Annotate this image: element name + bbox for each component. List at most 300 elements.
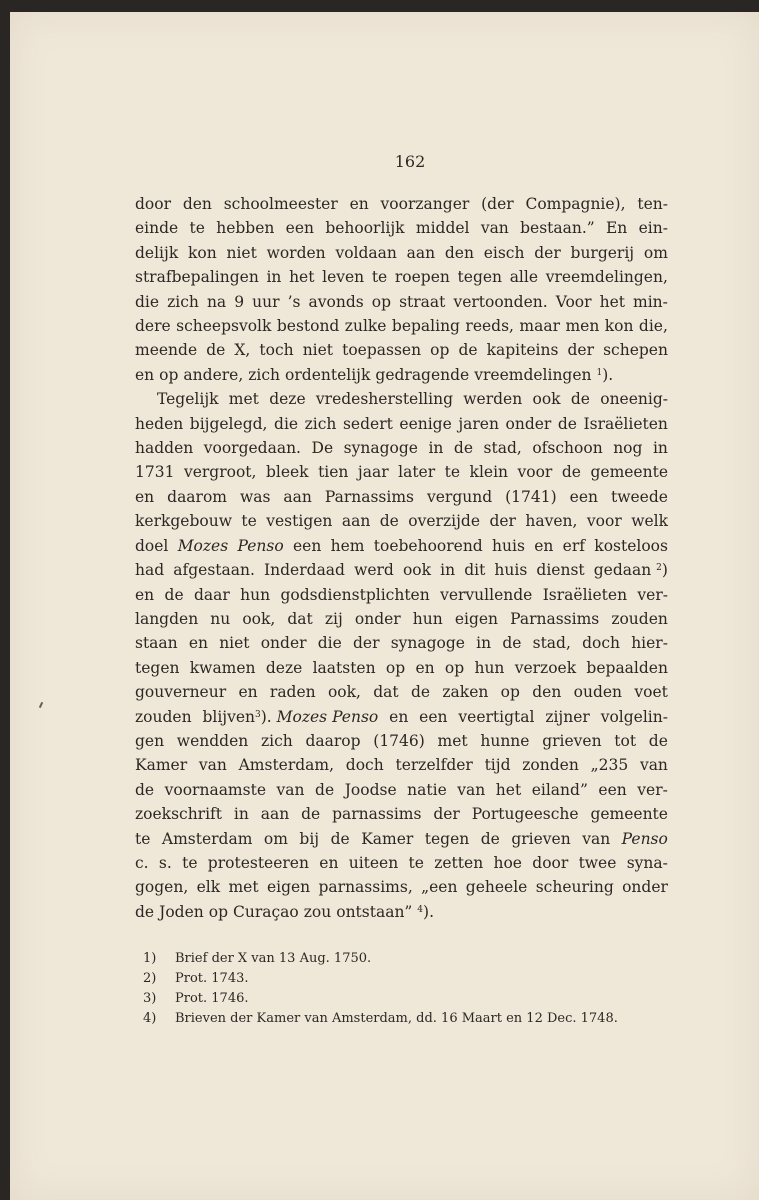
footnote-text: Brieven der Kamer van Amsterdam, dd. 16 Maart en 12 Dec. 1748. <box>175 1011 618 1026</box>
word: gedaan <box>593 561 652 580</box>
word: te <box>182 853 198 872</box>
name-italic: Penso <box>237 536 284 555</box>
word: bestaan.” <box>520 219 595 238</box>
word: gemeente <box>590 463 668 482</box>
word: grieven <box>511 829 571 848</box>
word: raden <box>269 683 316 702</box>
word: reeds, <box>465 317 514 336</box>
word: zetten <box>434 853 484 872</box>
text-line <box>135 656 668 680</box>
word: voorzanger <box>380 195 470 213</box>
word: schoolmeester <box>223 195 338 213</box>
word: Kamer <box>135 756 188 775</box>
word: voor <box>517 463 553 482</box>
word: bijgelegd, <box>189 414 268 433</box>
word: in <box>476 634 492 653</box>
word: ein- <box>638 219 668 238</box>
word: later <box>398 463 436 482</box>
word: Joden <box>159 902 204 921</box>
word: wendden <box>176 731 249 750</box>
word: heden <box>135 414 184 433</box>
word: de <box>570 390 590 409</box>
word: zich <box>260 731 293 750</box>
word: dat <box>287 609 313 628</box>
footnote-text: Prot. 1743. <box>175 971 249 986</box>
word: kosteloos <box>594 536 668 555</box>
word: dat <box>373 683 399 702</box>
word: ook <box>532 390 561 409</box>
word: deze <box>269 390 306 409</box>
word: hun <box>240 585 271 604</box>
word: dit <box>464 561 486 580</box>
word: X, <box>234 341 251 360</box>
word: te <box>241 512 257 531</box>
word: en <box>415 658 435 677</box>
word: met <box>228 878 259 897</box>
word: van <box>582 829 611 848</box>
text-line <box>135 875 668 899</box>
word: synagoge <box>343 439 418 458</box>
word: strafbepalingen <box>135 268 259 287</box>
word: zich <box>248 365 281 384</box>
footnote-ref: 3 <box>255 709 261 720</box>
word: ver- <box>637 585 668 604</box>
word: toepassen <box>342 341 422 360</box>
word: synagoge <box>390 634 465 653</box>
word: zich <box>304 414 337 433</box>
word: door <box>135 195 171 213</box>
word: geheele <box>465 878 528 897</box>
word: en <box>349 195 369 213</box>
word: in <box>428 439 444 458</box>
word: vertoonden. <box>453 292 548 311</box>
footnote <box>143 949 683 969</box>
word: erf <box>562 536 585 555</box>
word: voor <box>586 512 622 531</box>
word: te <box>189 219 205 238</box>
word: tien <box>318 463 349 482</box>
word: toebehoorend <box>373 536 483 555</box>
word: zouden <box>135 707 192 726</box>
word: schepen <box>603 341 668 360</box>
word: zoekschrift <box>135 805 223 824</box>
footnote-ref: 2 <box>656 563 662 574</box>
text-line <box>135 680 668 704</box>
word: en <box>389 707 409 726</box>
footnote <box>143 989 683 1009</box>
word: onder <box>505 414 552 433</box>
word: gemeente <box>590 805 668 824</box>
word: De <box>311 439 334 458</box>
word: de <box>480 829 500 848</box>
word: men <box>565 317 600 336</box>
word: aan <box>283 487 312 506</box>
word: oneenig- <box>600 390 668 409</box>
word: tegen <box>424 829 470 848</box>
text-line <box>135 900 668 924</box>
word: welk <box>631 512 668 531</box>
word: niet <box>226 243 257 262</box>
word: deze <box>265 658 303 677</box>
word: verzoek <box>514 658 577 677</box>
word: delijk <box>135 243 179 262</box>
word: haven, <box>525 512 578 531</box>
word: voldaan <box>335 243 397 262</box>
word: en <box>135 487 155 506</box>
text-line <box>135 265 668 289</box>
word: een <box>598 780 627 799</box>
word: meende <box>135 341 198 360</box>
word: aan <box>406 243 436 262</box>
word: een <box>285 219 315 238</box>
word: ). <box>423 902 435 921</box>
word: stad, <box>483 439 522 458</box>
word: leven <box>322 268 365 287</box>
word: op <box>208 902 228 921</box>
word: aan <box>341 512 371 531</box>
word: door <box>532 853 569 872</box>
word: scheuring <box>535 878 614 897</box>
word: protesteeren <box>207 853 309 872</box>
word: nu <box>210 609 231 628</box>
word: bleek <box>265 463 309 482</box>
text-line <box>135 216 668 240</box>
word: scheepsvolk <box>176 317 272 336</box>
footnote-mark: 4) <box>143 1011 157 1026</box>
word: van <box>457 780 486 799</box>
word: te <box>444 463 461 482</box>
word: in <box>266 268 282 287</box>
text-line <box>135 827 668 851</box>
word: worden <box>266 243 326 262</box>
word: Tegelijk <box>157 390 219 409</box>
word: andere, <box>183 365 244 384</box>
word: ). <box>260 707 277 726</box>
word: huis <box>494 561 528 580</box>
text-line <box>135 607 668 631</box>
word: grieven <box>542 731 602 750</box>
word: zich <box>167 292 199 311</box>
text-line <box>135 485 668 509</box>
word: bepaalden <box>586 658 668 677</box>
word: vreemdelingen <box>474 365 592 384</box>
word: de <box>206 341 226 360</box>
word: gouverneur <box>135 683 227 702</box>
word: gedragende <box>375 365 470 384</box>
word: ). <box>602 365 614 384</box>
word: bij <box>299 829 320 848</box>
word: zonden <box>522 756 579 775</box>
word: „een <box>421 878 458 897</box>
text-line <box>135 314 668 338</box>
word: daar <box>193 585 230 604</box>
word: overzijde <box>408 512 480 531</box>
word: het <box>599 292 625 311</box>
text-line <box>135 705 668 729</box>
word: ofschoon <box>532 439 603 458</box>
word: na <box>206 292 227 311</box>
word: Israëlieten <box>583 414 668 433</box>
word: ouden <box>573 683 623 702</box>
word: onder <box>260 634 307 653</box>
word: hadden <box>135 439 194 458</box>
word: de <box>458 341 478 360</box>
word: en <box>238 683 258 702</box>
word: tegen <box>457 268 503 287</box>
word: om <box>263 829 288 848</box>
word: huis <box>492 536 525 555</box>
text-line <box>135 558 668 582</box>
word: tegen <box>135 658 180 677</box>
text-line <box>135 534 668 558</box>
footnote-mark: 2) <box>143 971 157 986</box>
text-line <box>135 290 668 314</box>
text-line <box>135 583 668 607</box>
footnote-ref: 1 <box>596 367 603 378</box>
word: voet <box>634 683 668 702</box>
word: van <box>198 756 227 775</box>
word: onder <box>622 878 668 897</box>
footnote-ref: 4 <box>417 904 424 915</box>
word: met <box>437 731 468 750</box>
word: kon <box>187 243 217 262</box>
word: elk <box>196 878 221 897</box>
word: de <box>315 780 335 799</box>
word: Amsterdam, <box>238 756 335 775</box>
word: de <box>379 512 399 531</box>
footnote-mark: 3) <box>143 991 157 1006</box>
word: vestigen <box>266 512 333 531</box>
word: om <box>643 243 668 262</box>
word: eiland” <box>531 780 588 799</box>
word: van <box>480 219 509 238</box>
word: de <box>557 414 577 433</box>
word: sedert <box>342 414 393 433</box>
word: van <box>639 756 668 775</box>
word: ook, <box>242 609 276 628</box>
word: in <box>440 561 456 580</box>
word: c. <box>135 853 149 872</box>
word: zulke <box>344 317 387 336</box>
word: op <box>385 658 406 677</box>
word: tot <box>614 731 637 750</box>
word: maar <box>519 317 561 336</box>
name-italic: Mozes <box>276 707 328 726</box>
word: Parnassims <box>324 487 414 506</box>
word: vervullende <box>440 585 533 604</box>
word: Inderdaad <box>264 561 345 580</box>
word: den <box>182 195 212 213</box>
word: kwamen <box>189 658 256 677</box>
footnotes <box>143 949 683 1029</box>
word: de <box>648 731 668 750</box>
word: alle <box>509 268 539 287</box>
word: die <box>135 292 160 311</box>
word: ook <box>402 561 432 580</box>
word: natie <box>407 780 447 799</box>
word: bepaling <box>391 317 460 336</box>
text-line <box>135 338 668 362</box>
word: ordentelijk <box>285 365 371 384</box>
word: daarop <box>305 731 361 750</box>
footnote-text: Prot. 1746. <box>175 991 249 1006</box>
word: en <box>534 536 554 555</box>
word: daarom <box>167 487 227 506</box>
word: vredesherstelling <box>315 390 453 409</box>
word: zou <box>303 902 332 921</box>
word: de <box>330 829 350 848</box>
word: godsdienstplichten <box>280 585 430 604</box>
word: Curaçao <box>233 902 299 921</box>
footnote <box>143 1009 683 1029</box>
word: nog <box>613 439 643 458</box>
word: de <box>410 683 431 702</box>
word: met <box>228 390 259 409</box>
word: Joodse <box>344 780 397 799</box>
word: vergund <box>426 487 493 506</box>
word: op <box>371 292 392 311</box>
word: de <box>502 634 522 653</box>
word: der <box>352 634 380 653</box>
word: s. <box>158 853 172 872</box>
name-italic: Penso <box>621 829 668 848</box>
word: parnassims, <box>318 878 413 897</box>
word: op <box>500 683 520 702</box>
word: den <box>532 683 562 702</box>
word: in <box>652 439 668 458</box>
word: einde <box>135 219 179 238</box>
word: 9 <box>234 292 245 311</box>
word: der <box>567 341 595 360</box>
word: Israëlieten <box>542 585 628 604</box>
word: hem <box>330 536 365 555</box>
word: zijner <box>545 707 590 726</box>
word: en <box>135 585 155 604</box>
word: uur <box>252 292 280 311</box>
text-line <box>135 729 668 753</box>
text-line <box>135 509 668 533</box>
word: zouden <box>611 609 668 628</box>
word: syna- <box>626 853 668 872</box>
word: toch <box>259 341 294 360</box>
word: tijd <box>484 756 511 775</box>
word: een <box>419 707 448 726</box>
text-line <box>135 851 668 875</box>
word: gen <box>135 731 165 750</box>
word: uiteen <box>348 853 399 872</box>
word: hoe <box>493 853 522 872</box>
word: de <box>301 805 321 824</box>
word: der <box>534 243 561 262</box>
word: 1731 <box>135 463 175 482</box>
word: volgelin- <box>600 707 668 726</box>
ink-speck <box>39 702 43 708</box>
word: straat <box>399 292 446 311</box>
word: doel <box>135 536 169 555</box>
word: van <box>276 780 305 799</box>
word: der <box>433 805 460 824</box>
name-italic: Penso <box>332 707 379 726</box>
word: doch <box>582 634 620 653</box>
word: ) <box>661 561 668 580</box>
footnote <box>143 969 683 989</box>
word: middel <box>415 219 470 238</box>
word: ten- <box>637 195 668 213</box>
word: langden <box>135 609 199 628</box>
word: afgestaan. <box>173 561 255 580</box>
word: hier- <box>631 634 668 653</box>
word: stad, <box>532 634 571 653</box>
word: Portugeesche <box>471 805 579 824</box>
word: Compagnie), <box>525 195 626 213</box>
text-line <box>135 778 668 802</box>
word: twee <box>578 853 617 872</box>
page-number: 162 <box>394 152 426 171</box>
text-line <box>135 387 668 411</box>
word: dere <box>135 317 171 336</box>
word: gogen, <box>135 878 189 897</box>
text-line <box>135 631 668 655</box>
word: vergroot, <box>183 463 257 482</box>
word: bestond <box>276 317 340 336</box>
text-line <box>135 412 668 436</box>
body-text <box>135 192 668 924</box>
word: den <box>444 243 474 262</box>
word: te <box>371 268 388 287</box>
word: En <box>605 219 628 238</box>
word: de <box>164 585 184 604</box>
word: dienst <box>536 561 585 580</box>
word: Parnassims <box>510 609 600 628</box>
word: eigen <box>266 878 311 897</box>
word: te <box>408 853 424 872</box>
word: in <box>233 805 249 824</box>
word: Amsterdam <box>161 829 253 848</box>
word: hebben <box>216 219 275 238</box>
word: doch <box>345 756 384 775</box>
word: die <box>274 414 299 433</box>
word: onder <box>354 609 401 628</box>
word: terzelfder <box>395 756 473 775</box>
text-line <box>135 753 668 777</box>
word: staan <box>135 634 178 653</box>
word: aan <box>260 805 290 824</box>
text-line <box>135 802 668 826</box>
word: blijven <box>202 707 255 726</box>
word: min- <box>633 292 668 311</box>
word: op <box>444 658 465 677</box>
word: en <box>135 365 155 384</box>
word: op <box>430 341 450 360</box>
page <box>10 12 759 1200</box>
word: de <box>561 463 581 482</box>
word: niet <box>302 341 334 360</box>
word: roepen <box>394 268 450 287</box>
word: eisch <box>483 243 525 262</box>
word: der <box>489 512 516 531</box>
word: ontstaan” <box>336 902 413 921</box>
word: (1741) <box>505 487 557 506</box>
footnote-mark: 1) <box>143 951 157 966</box>
word: burgerij <box>570 243 635 262</box>
word: het <box>289 268 315 287</box>
word: hun <box>412 609 443 628</box>
word: die <box>317 634 342 653</box>
word: het <box>495 780 522 799</box>
word: voorgedaan. <box>203 439 301 458</box>
word: jaren <box>458 414 499 433</box>
word: ook, <box>327 683 361 702</box>
